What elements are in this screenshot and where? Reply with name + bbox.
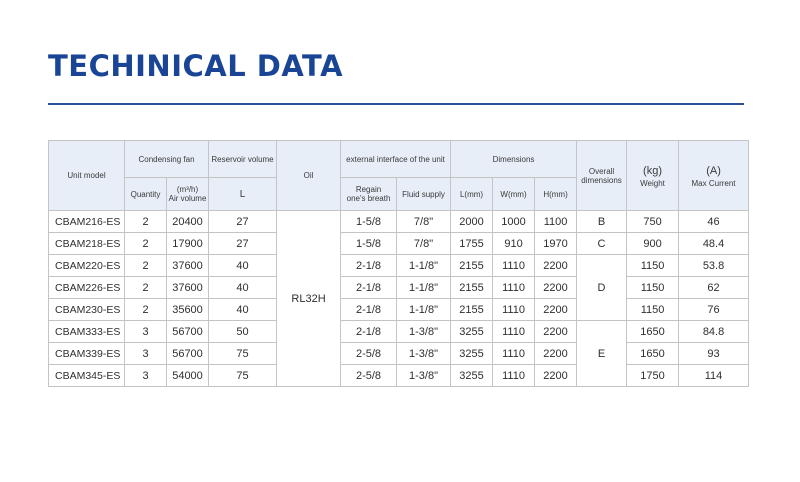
cell-weight: 1650 xyxy=(627,343,679,365)
cell-fluid: 7/8" xyxy=(397,211,451,233)
cell-reservoir: 75 xyxy=(209,365,277,387)
cell-regain: 1-5/8 xyxy=(341,211,397,233)
cell-reservoir: 75 xyxy=(209,343,277,365)
cell-reservoir: 40 xyxy=(209,255,277,277)
cell-width: 1000 xyxy=(493,211,535,233)
cell-height: 2200 xyxy=(535,321,577,343)
cell-weight: 1650 xyxy=(627,321,679,343)
page-title: TECHINICAL DATA xyxy=(48,49,344,83)
cell-regain: 1-5/8 xyxy=(341,233,397,255)
cell-regain: 2-5/8 xyxy=(341,343,397,365)
header-air-volume: (m³/h) Air volume xyxy=(167,178,209,211)
cell-reservoir: 50 xyxy=(209,321,277,343)
cell-fluid: 1-1/8" xyxy=(397,277,451,299)
cell-current: 48.4 xyxy=(679,233,749,255)
cell-quantity: 3 xyxy=(125,365,167,387)
header-quantity: Quantity xyxy=(125,178,167,211)
cell-weight: 900 xyxy=(627,233,679,255)
cell-regain: 2-5/8 xyxy=(341,365,397,387)
cell-overall: B xyxy=(577,211,627,233)
cell-regain: 2-1/8 xyxy=(341,299,397,321)
table-row xyxy=(49,343,749,365)
cell-fluid: 7/8" xyxy=(397,233,451,255)
cell-weight: 1150 xyxy=(627,255,679,277)
technical-data-table xyxy=(48,140,749,387)
header-overall-dimensions: Overall dimensions xyxy=(577,141,627,211)
table-row xyxy=(49,255,749,277)
cell-quantity: 2 xyxy=(125,211,167,233)
cell-reservoir: 40 xyxy=(209,299,277,321)
cell-weight: 1150 xyxy=(627,277,679,299)
table-body xyxy=(49,211,749,387)
cell-air-volume: 56700 xyxy=(167,321,209,343)
table-row xyxy=(49,211,749,233)
table-row xyxy=(49,299,749,321)
header-width: W(mm) xyxy=(493,178,535,211)
header-dimensions: Dimensions xyxy=(451,141,577,178)
cell-height: 2200 xyxy=(535,343,577,365)
cell-length: 2000 xyxy=(451,211,493,233)
cell-height: 2200 xyxy=(535,299,577,321)
cell-width: 1110 xyxy=(493,277,535,299)
cell-model: CBAM216-ES xyxy=(49,211,125,233)
table-row xyxy=(49,277,749,299)
cell-length: 2155 xyxy=(451,277,493,299)
cell-oil: RL32H xyxy=(277,211,341,387)
cell-current: 114 xyxy=(679,365,749,387)
cell-current: 76 xyxy=(679,299,749,321)
header-fluid-supply: Fluid supply xyxy=(397,178,451,211)
cell-weight: 750 xyxy=(627,211,679,233)
cell-length: 3255 xyxy=(451,321,493,343)
cell-fluid: 1-3/8" xyxy=(397,365,451,387)
cell-quantity: 2 xyxy=(125,255,167,277)
cell-quantity: 2 xyxy=(125,233,167,255)
cell-fluid: 1-1/8" xyxy=(397,255,451,277)
table-row xyxy=(49,321,749,343)
cell-width: 1110 xyxy=(493,255,535,277)
cell-quantity: 2 xyxy=(125,277,167,299)
header-regain: Regain one's breath xyxy=(341,178,397,211)
table-row xyxy=(49,233,749,255)
cell-air-volume: 20400 xyxy=(167,211,209,233)
cell-air-volume: 17900 xyxy=(167,233,209,255)
cell-fluid: 1-3/8" xyxy=(397,321,451,343)
cell-height: 2200 xyxy=(535,255,577,277)
header-reservoir-unit: L xyxy=(209,178,277,211)
cell-width: 1110 xyxy=(493,299,535,321)
cell-air-volume: 37600 xyxy=(167,277,209,299)
header-external-interface: external interface of the unit xyxy=(341,141,451,178)
cell-length: 1755 xyxy=(451,233,493,255)
cell-model: CBAM345-ES xyxy=(49,365,125,387)
cell-weight: 1750 xyxy=(627,365,679,387)
cell-height: 2200 xyxy=(535,365,577,387)
cell-model: CBAM230-ES xyxy=(49,299,125,321)
title-divider xyxy=(48,103,744,105)
cell-width: 1110 xyxy=(493,365,535,387)
cell-air-volume: 56700 xyxy=(167,343,209,365)
cell-reservoir: 27 xyxy=(209,211,277,233)
cell-regain: 2-1/8 xyxy=(341,277,397,299)
cell-model: CBAM220-ES xyxy=(49,255,125,277)
cell-current: 53.8 xyxy=(679,255,749,277)
cell-reservoir: 40 xyxy=(209,277,277,299)
cell-regain: 2-1/8 xyxy=(341,255,397,277)
cell-length: 3255 xyxy=(451,365,493,387)
cell-overall: C xyxy=(577,233,627,255)
cell-length: 2155 xyxy=(451,255,493,277)
header-max-current: (A) Max Current xyxy=(679,141,749,211)
cell-overall: E xyxy=(577,321,627,387)
cell-air-volume: 54000 xyxy=(167,365,209,387)
cell-model: CBAM339-ES xyxy=(49,343,125,365)
header-weight: (kg) Weight xyxy=(627,141,679,211)
cell-air-volume: 37600 xyxy=(167,255,209,277)
cell-model: CBAM226-ES xyxy=(49,277,125,299)
cell-quantity: 3 xyxy=(125,343,167,365)
cell-reservoir: 27 xyxy=(209,233,277,255)
cell-fluid: 1-3/8" xyxy=(397,343,451,365)
cell-quantity: 2 xyxy=(125,299,167,321)
cell-fluid: 1-1/8" xyxy=(397,299,451,321)
cell-quantity: 3 xyxy=(125,321,167,343)
header-reservoir-volume: Reservoir volume xyxy=(209,141,277,178)
cell-air-volume: 35600 xyxy=(167,299,209,321)
header-row-1 xyxy=(49,141,749,178)
cell-length: 2155 xyxy=(451,299,493,321)
cell-model: CBAM218-ES xyxy=(49,233,125,255)
cell-height: 1100 xyxy=(535,211,577,233)
cell-width: 910 xyxy=(493,233,535,255)
cell-weight: 1150 xyxy=(627,299,679,321)
cell-regain: 2-1/8 xyxy=(341,321,397,343)
cell-current: 62 xyxy=(679,277,749,299)
header-condensing-fan: Condensing fan xyxy=(125,141,209,178)
cell-height: 1970 xyxy=(535,233,577,255)
cell-width: 1110 xyxy=(493,343,535,365)
table-row xyxy=(49,365,749,387)
cell-model: CBAM333-ES xyxy=(49,321,125,343)
header-oil: Oil xyxy=(277,141,341,211)
cell-current: 46 xyxy=(679,211,749,233)
header-height: H(mm) xyxy=(535,178,577,211)
cell-overall: D xyxy=(577,255,627,321)
cell-current: 84.8 xyxy=(679,321,749,343)
cell-width: 1110 xyxy=(493,321,535,343)
header-length: L(mm) xyxy=(451,178,493,211)
cell-length: 3255 xyxy=(451,343,493,365)
cell-current: 93 xyxy=(679,343,749,365)
cell-height: 2200 xyxy=(535,277,577,299)
header-unit-model: Unit model xyxy=(49,141,125,211)
